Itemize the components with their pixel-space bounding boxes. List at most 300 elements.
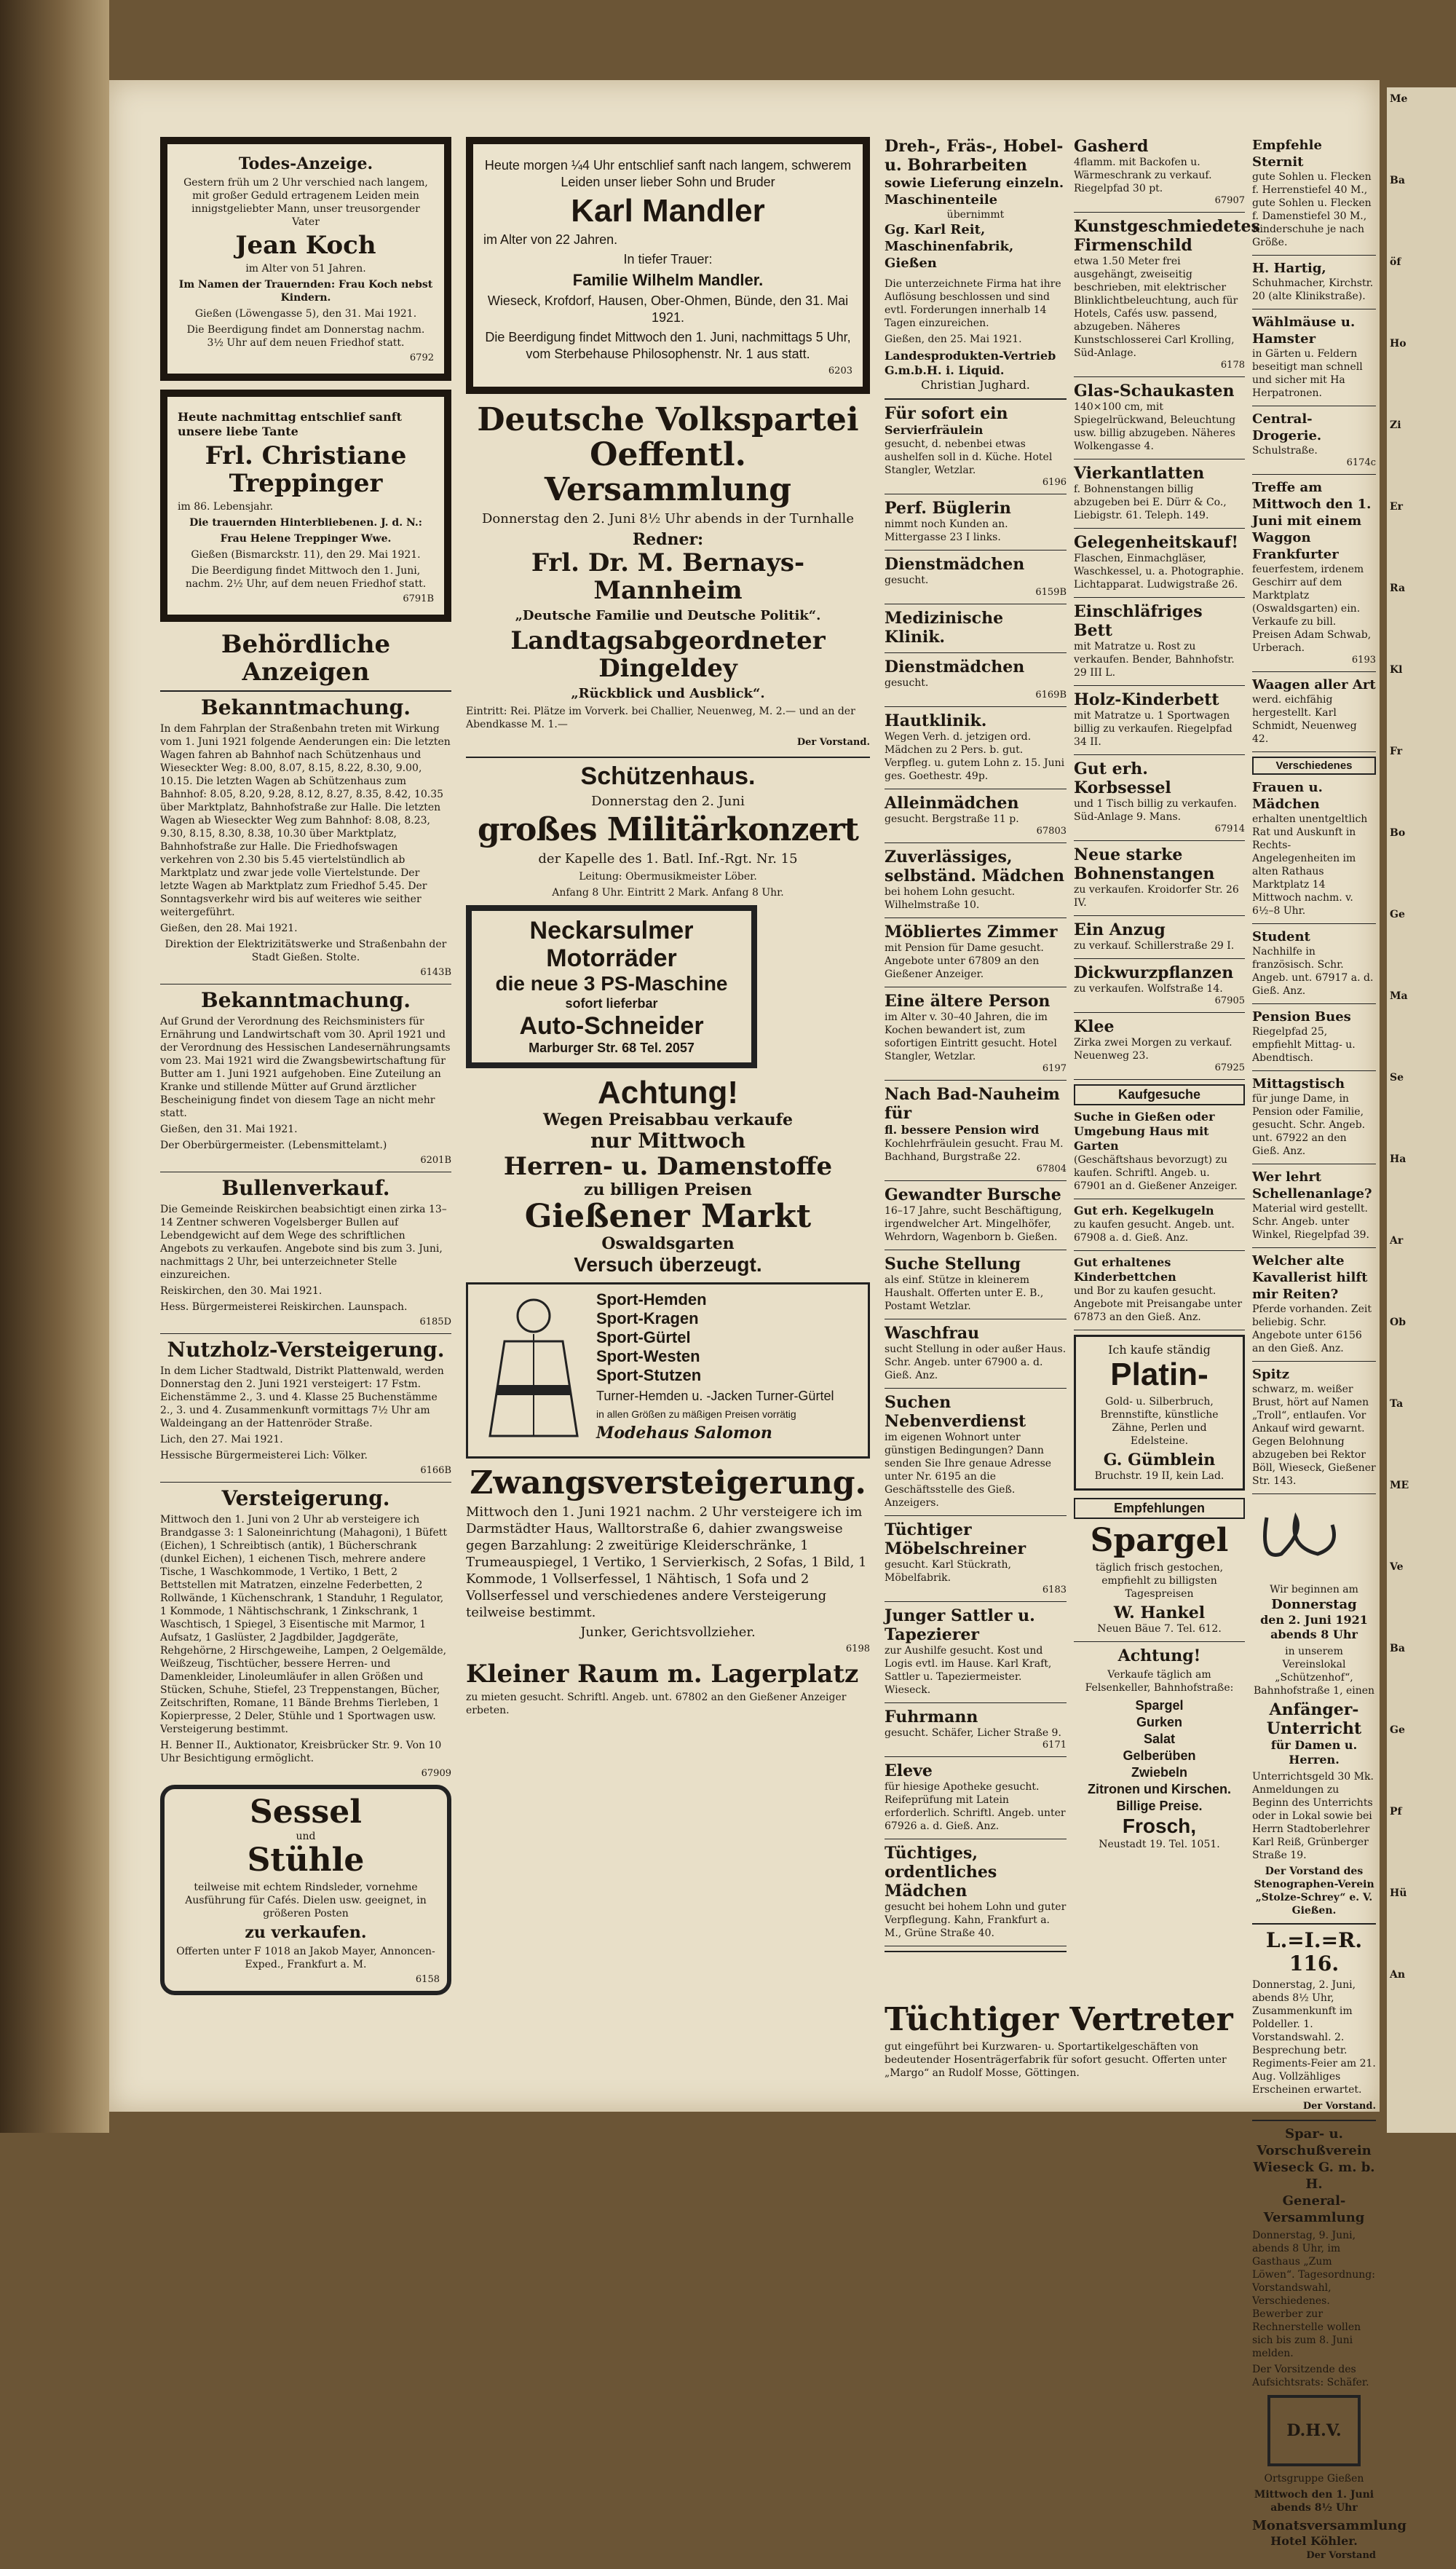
ad-headline: Ein Anzug — [1074, 920, 1166, 939]
ad-headline: Medizinische Klinik. — [885, 609, 1004, 647]
notice-title: Bekanntmachung. — [201, 988, 411, 1012]
ad-text: teilweise mit echtem Rindsleder, vornehme Ausführung für Cafés. Dielen usw. geeignet, in größeren Posten — [185, 1882, 427, 1919]
divider — [466, 757, 870, 758]
ad-text: Donnerstag, 9. Juni, abends 8 Uhr, im Gasthaus „Zum Löwen“. Tagesordnung: Vorstandswahl, Verschiedenes. Bewerber zur Rechnerstelle wollen sich bis zum 8. Juni melden. — [1252, 2230, 1375, 2359]
ad-text: (Geschäftshaus bevorzugt) zu kaufen. Schriftl. Angeb. u. 67901 an d. Gießener Anzeiger. — [1074, 1154, 1238, 1192]
notice-forced-auction — [466, 1466, 870, 1654]
ad-text: nimmt noch Kunden an. Mittergasse 23 I links. — [885, 518, 1008, 543]
ad-text: 16–17 Jahre, sucht Beschäftigung, irgendwelcher Art. Mingelhöfer, Wehrdorn, Wagenborn b. Gießen. — [885, 1205, 1062, 1243]
availability: sofort lieferbar — [565, 996, 658, 1011]
notice-text: Die unterzeichnete Firma hat ihre Auflösung beschlossen und sind evtl. Forderungen innerhalb 14 Tagen einzureichen. — [885, 278, 1061, 329]
ad-headline: Wer lehrt Schellenanlage? — [1252, 1169, 1372, 1201]
ad-nsu-motorcycles — [466, 905, 757, 1068]
ad-headline: Fuhrmann — [885, 1708, 978, 1727]
classified-ad — [1252, 260, 1376, 303]
divider — [1074, 528, 1245, 529]
facing-page-line: Ba — [1390, 175, 1405, 186]
ad-asparagus — [1074, 1523, 1245, 1635]
death-notice-mandler — [466, 137, 870, 394]
signature: Der Vorstand — [1306, 2550, 1376, 2561]
divider — [885, 1601, 1067, 1602]
facing-page-line: Ha — [1390, 1153, 1406, 1165]
ad-number: 6197 — [1042, 1063, 1067, 1074]
divider — [1252, 1923, 1376, 1925]
product: Motorräder — [546, 944, 677, 972]
ad-headline: Mittagstisch — [1252, 1076, 1345, 1092]
classified-ad — [885, 1324, 1067, 1382]
classified-ad — [1074, 1110, 1245, 1193]
market: Gießener Markt — [524, 1198, 812, 1235]
divider — [1074, 840, 1245, 841]
notice-liquidation — [885, 277, 1067, 392]
divider — [1074, 685, 1245, 686]
ad-text: Schuhmacher, Kirchstr. 20 (alte Klinikstraße). — [1252, 277, 1374, 302]
ad-headline: Suche in Gießen oder Umgebung Haus mit Garten — [1074, 1110, 1215, 1153]
facing-page-line: Kl — [1390, 664, 1403, 676]
ad-dhv — [1252, 2395, 1407, 2563]
ad-number: 6203 — [828, 366, 852, 376]
classified-ad — [885, 1761, 1067, 1833]
ad-text: gesucht. Schäfer, Licher Straße 9. — [885, 1727, 1061, 1739]
column-4 — [1074, 137, 1260, 1857]
classified-ad — [885, 1185, 1067, 1244]
ad-number: 6178 — [1220, 360, 1245, 371]
ad-sport-shirts — [466, 1282, 870, 1459]
firm-name: Gg. Karl Reit, Maschinenfabrik, Gießen — [885, 222, 1014, 271]
course-title: Anfänger-Unterricht — [1266, 1700, 1362, 1738]
course-day: Donnerstag — [1271, 1597, 1357, 1612]
classified-ad — [1252, 137, 1376, 249]
seller-address: Neustadt 19. Tel. 1051. — [1099, 1839, 1220, 1850]
ad-headline: Holz-Kinderbett — [1074, 690, 1219, 709]
ad-text: Schulstraße. — [1252, 445, 1318, 457]
classified-ad — [1074, 1204, 1245, 1244]
ad-number: 67914 — [1214, 824, 1245, 834]
ad-number: 6158 — [415, 1974, 440, 1985]
ad-headline: Gut erh. Kegelkugeln — [1074, 1204, 1214, 1218]
classified-ad — [1074, 759, 1245, 834]
ad-text: Verkaufe täglich am Felsenkeller, Bahnhofstraße: — [1085, 1669, 1234, 1694]
ad-headline: Achtung! — [597, 1075, 739, 1110]
ad-headline: Waschfrau — [885, 1324, 980, 1343]
ad-text: Zirka zwei Morgen zu verkauf. Neuenweg 23. — [1074, 1037, 1233, 1062]
divider — [885, 1180, 1067, 1181]
facing-page-line: Er — [1390, 501, 1404, 513]
classified-ad — [885, 923, 1067, 981]
ad-headline: Für sofort ein — [885, 404, 1008, 423]
divider — [160, 1482, 451, 1483]
section-purchase-requests: Kaufgesuche — [1074, 1084, 1245, 1105]
signature: Der Vorstand. — [796, 737, 870, 748]
ad-text: gut eingeführt bei Kurzwaren- u. Sportartikelgeschäften von bedeutender Hosenträgerfabrik für sofort gesucht. Offerten unter „Margo“ an Rudolf Mosse, Göttingen. — [885, 2041, 1227, 2079]
ad-machine-works — [885, 137, 1067, 272]
ad-headline: Suche Stellung — [885, 1255, 1021, 1274]
produce-item: Salat — [1143, 1732, 1176, 1746]
divider — [1074, 754, 1245, 755]
notice-text: In dem Licher Stadtwald, Distrikt Plattenwald, werden Donnerstag den 2. Juni 1921 versteigert: 17 Fstm. Eichenstämme 2., 3. und 4. Klasse 25 Buchenstämme 2., 3. und 4. Zusammenkunft vormittags 7½ Uhr am Waldeingang an der Hattenröder Straße. — [160, 1365, 444, 1429]
sport-item: Sport-Westen — [596, 1347, 700, 1365]
notice-place: Wieseck, Krofdorf, Hausen, Ober-Ohmen, Bünde, den 31. Mai 1921. — [487, 293, 849, 325]
ad-headline: Sessel — [249, 1793, 363, 1831]
firm-address: Neuen Bäue 7. Tel. 612. — [1097, 1623, 1222, 1635]
firm-name: W. Hankel — [1113, 1603, 1206, 1622]
ad-price: zu billigen Preisen — [584, 1180, 752, 1199]
sport-item: Sport-Gürtel — [596, 1328, 691, 1346]
notice-text: Auf Grund der Verordnung des Reichsministers für Ernährung und Landwirtschaft vom 30. April 1921 und der Verordnung des Hessischen Landesernährungsamts vom 23. Mai 1921 wird die Zwangsbewirtschaftung für Butter am 1. Juni 1921 aufgehoben. Eine Zuteilung an Kranke und stillende Mütter auf Grund ärztlicher Bescheinigung findet von diesem Tage an nicht mehr statt. — [160, 1016, 451, 1119]
divider — [1252, 1493, 1376, 1494]
ad-subline: Wegen Preisabbau verkaufe — [542, 1110, 794, 1129]
course-line: Wir beginnen am — [1270, 1584, 1358, 1595]
concert-title: großes Militärkonzert — [478, 811, 858, 848]
ad-headline: Neue starke Bohnenstangen — [1074, 845, 1215, 883]
classified-ad — [1252, 779, 1376, 918]
ad-number: 67905 — [1214, 995, 1245, 1006]
ad-intro: Ich kaufe ständig — [1108, 1343, 1211, 1357]
ad-text: Riegelpfad 25, empfiehlt Mittag- u. Abendtisch. — [1252, 1026, 1356, 1064]
classified-ad — [885, 1393, 1067, 1510]
classified-ad — [1252, 1366, 1376, 1488]
divider — [885, 1388, 1067, 1389]
ad-text: zu kaufen gesucht. Angeb. unt. 67908 a. d. Gieß. Anz. — [1074, 1219, 1235, 1244]
ad-headline-2: Stühle — [247, 1842, 365, 1879]
notice-auction — [160, 1487, 451, 1779]
ad-number: 6791B — [403, 593, 434, 604]
ad-headline: Alleinmädchen — [885, 794, 1019, 813]
classified-ad — [1074, 1017, 1245, 1073]
ad-text: für junge Dame, in Pension oder Familie, gesucht. Schr. Angeb. unt. 67922 an den Gieß. Anz. — [1252, 1093, 1366, 1157]
ad-headline: Pension Bues — [1252, 1009, 1351, 1025]
newspaper-page — [109, 80, 1407, 2561]
notice-signature: H. Benner II., Auktionator, Kreisbrücker Str. 9. Von 10 Uhr Besichtigung ermöglicht. — [160, 1740, 442, 1764]
ad-subline: sowie Lieferung einzeln. Maschinenteile — [885, 175, 1064, 208]
facing-page-line: Ma — [1390, 990, 1408, 1002]
deceased-name: Karl Mandler — [571, 193, 765, 229]
ad-headline: Glas-Schaukasten — [1074, 382, 1235, 400]
ad-text: gesucht bei hohem Lohn und guter Verpflegung. Kahn, Frankfurt a. M., Grüne Straße 40. — [885, 1901, 1067, 1939]
classified-ad — [1074, 845, 1245, 909]
ad-headline: Waagen aller Art — [1252, 677, 1376, 692]
ad-text: sucht Stellung in oder außer Haus. Schr. Angeb. unter 67900 a. d. Gieß. Anz. — [885, 1343, 1067, 1381]
ad-headline: L.=I.=R. 116. — [1265, 1928, 1363, 1976]
ad-headline: Frauen u. Mädchen — [1252, 780, 1323, 812]
ad-text: feuerfestem, irdenem Geschirr auf dem Marktplatz (Oswaldsgarten) ein. Verkaufe zu bill. Preisen Adam Schwab, Urberach. — [1252, 564, 1372, 654]
notice-title: Zwangsversteigerung. — [470, 1464, 866, 1501]
classified-ad — [1252, 479, 1376, 666]
deceased-name: Jean Koch — [235, 231, 376, 260]
classified-ad — [885, 1844, 1067, 1940]
notice-timber-auction — [160, 1338, 451, 1476]
facing-page-line: Se — [1390, 1072, 1404, 1084]
sale-list — [1074, 137, 1260, 1080]
mourners: Im Namen der Trauernden: Frau Koch nebst Kindern. — [178, 279, 433, 304]
meeting-title: Oeffentl. Versammlung — [544, 436, 792, 508]
ad-headline: Eine ältere Person — [885, 992, 1051, 1011]
notice-text: Heute morgen ¼4 Uhr entschlief sanft nach langem, schwerem Leiden unser lieber Sohn und Bruder — [484, 158, 852, 189]
facing-page-text — [1387, 87, 1456, 2056]
ad-text: Flaschen, Einmachgläser, Waschkessel, u. a. Photographie. Lichtapparat. Ludwigstraße 26. — [1074, 553, 1244, 591]
column-2 — [466, 137, 870, 1723]
ad-number: 6159B — [1035, 587, 1067, 598]
notice-signature: Hess. Bürgermeisterei Reiskirchen. Launspach. — [160, 1301, 408, 1313]
column-3 — [885, 137, 1067, 1957]
course-signature: Der Vorstand des Stenographen-Verein „Stolze-Schrey“ e. V. Gießen. — [1254, 1866, 1374, 1917]
ad-text: Pferde vorhanden. Zeit beliebig. Schr. Angebote unter 6156 an den Gieß. Anz. — [1252, 1303, 1372, 1354]
ad-product: Herren- u. Damenstoffe — [503, 1152, 833, 1181]
facing-page-line: öf — [1390, 256, 1401, 268]
notice-signature: Junker, Gerichtsvollzieher. — [580, 1625, 756, 1640]
facing-page-edge — [1387, 87, 1456, 2133]
ad-text: erhalten unentgeltlich Rat und Auskunft in Rechts-Angelegenheiten im alten Rathaus Marktplatz 14 Mittwoch nachm. v. 6½–8 Uhr. — [1252, 813, 1368, 917]
conductor: Leitung: Obermusikmeister Löber. — [579, 871, 757, 883]
deceased-name: Frl. Christiane Treppinger — [205, 441, 407, 498]
ad-headline: Gewandter Bursche — [885, 1185, 1061, 1204]
ad-headline: Tüchtiger Möbelschreiner — [885, 1520, 1026, 1558]
ad-headline: Einschläfriges Bett — [1074, 602, 1203, 640]
ad-headline: Gelegenheitskauf! — [1074, 533, 1239, 552]
ad-number: 6196 — [1042, 477, 1067, 488]
produce-item: Gelberüben — [1123, 1748, 1196, 1763]
classified-ad — [1252, 1169, 1376, 1242]
notice-title: Bullenverkauf. — [221, 1176, 390, 1200]
course-time: abends 8 Uhr — [1270, 1627, 1358, 1641]
ad-headline: Spitz — [1252, 1367, 1289, 1382]
ad-headline: Dreh-, Fräs-, Hobel- u. Bohrarbeiten — [885, 137, 1064, 175]
produce-item: Gurken — [1136, 1715, 1183, 1729]
ad-text: zu verkaufen. Wolfstraße 14. — [1074, 983, 1223, 995]
family-name: Familie Wilhelm Mandler. — [572, 271, 764, 289]
notice-text: Gestern früh um 2 Uhr verschied nach langem, mit großer Geduld ertragenem Leiden mein innigstgeliebter Mann, unser treusorgender Vater — [183, 177, 428, 228]
ad-sub: übernimmt — [946, 209, 1005, 221]
ad-regiment-meeting — [1252, 1929, 1376, 2114]
ad-text: täglich frisch gestochen, empfiehlt zu billigsten Tagespreisen — [1095, 1562, 1224, 1600]
signature: Der Vorsitzende des Aufsichtsrats: Schäfer. — [1252, 2364, 1369, 2388]
notice-title: Versteigerung. — [221, 1486, 390, 1510]
notice-intro: Heute nachmittag entschlief sanft unsere liebe Tante — [178, 410, 403, 438]
ad-headline: Dienstmädchen — [885, 658, 1025, 676]
ad-number: 6183 — [1042, 1585, 1067, 1595]
course-audience: für Damen u. Herren. — [1270, 1738, 1358, 1767]
facing-page-line: Ge — [1390, 1724, 1405, 1736]
misc-ads — [1252, 137, 1376, 752]
classified-ad — [885, 404, 1067, 488]
ad-headline: Eleve — [885, 1761, 933, 1780]
ad-headline: Spargel — [1090, 1522, 1229, 1559]
classified-ad — [885, 1085, 1067, 1175]
notice-signature: Der Oberbürgermeister. (Lebensmittelamt.) — [160, 1140, 387, 1151]
ad-savings-assembly — [1252, 2126, 1376, 2389]
ad-storage-room — [466, 1660, 870, 1717]
ad-headline: Gut erhaltenes Kinderbettchen — [1074, 1255, 1176, 1284]
divider — [885, 1702, 1067, 1703]
facing-page-line: Zi — [1390, 419, 1401, 431]
notice-place: Gießen, den 25. Mai 1921. — [885, 334, 1022, 345]
ad-text: mit Matratze u. 1 Sportwagen billig zu verkaufen. Riegelpfad 34 II. — [1074, 710, 1233, 748]
notice-place: Gießen (Bismarckstr. 11), den 29. Mai 1921. — [191, 549, 421, 561]
ad-number: 6169B — [1035, 690, 1067, 701]
facing-page-line: Ba — [1390, 1643, 1405, 1654]
notice-signature: Direktion der Elektrizitätswerke und Straßenbahn der Stadt Gießen. Stolte. — [165, 939, 447, 963]
entry-info: Eintritt: Rei. Plätze im Vorverk. bei Challier, Neuenweg, M. 2.— und an der Abendkasse M. 1.— — [466, 706, 855, 730]
ad-text: werd. eichfähig hergestellt. Karl Schmidt, Neuenweg 42. — [1252, 694, 1357, 745]
classified-ad — [1074, 1255, 1245, 1324]
facing-page-line: Bo — [1390, 827, 1406, 839]
facing-page-line: Me — [1390, 93, 1408, 105]
ad-headline: Dickwurzpflanzen — [1074, 963, 1234, 982]
ad-cta: zu verkaufen. — [245, 1923, 367, 1942]
concert-date: Donnerstag den 2. Juni — [591, 794, 745, 809]
divider — [1074, 1641, 1245, 1642]
divider — [1252, 1003, 1376, 1004]
ad-headline: Platin- — [1110, 1357, 1208, 1392]
purchase-list — [1074, 1110, 1245, 1330]
facing-page-line: Hü — [1390, 1887, 1407, 1899]
ad-subline: fl. bessere Pension wird — [885, 1123, 1040, 1137]
seller-name: Frosch, — [1122, 1815, 1197, 1837]
sport-item: Sport-Stutzen — [596, 1366, 702, 1384]
ad-number: 6201B — [420, 1155, 451, 1166]
ad-headline: Tüchtiger Vertreter — [885, 2001, 1233, 2038]
classified-ad — [885, 658, 1067, 701]
classified-ad — [1074, 382, 1245, 453]
ad-headline: Möbliertes Zimmer — [885, 923, 1058, 942]
classified-ad — [885, 711, 1067, 783]
mourners: In tiefer Trauer: — [623, 252, 713, 267]
notice-bull-sale — [160, 1177, 451, 1327]
ad-headline: Kunstgeschmiedetes Firmenschild — [1074, 217, 1260, 255]
ad-subline: Servierfräulein — [885, 423, 984, 437]
divider — [885, 398, 1067, 400]
divider — [1252, 1070, 1376, 1071]
sport-note: in allen Größen zu mäßigen Preisen vorrätig — [596, 1408, 796, 1420]
ad-dvp-meeting — [466, 403, 870, 751]
market-place: Oswaldsgarten — [601, 1234, 735, 1253]
classified-ad — [1074, 963, 1245, 1006]
deceased-age: im Alter von 22 Jahren. — [483, 232, 618, 247]
price-note: Billige Preise. — [1116, 1799, 1203, 1813]
firm-name: Landesprodukten-Vertrieb G.m.b.H. i. Liquid. — [885, 349, 1056, 377]
ad-text: etwa 1.50 Meter frei ausgehängt, zweiseitig beschrieben, mit elektrischer Blinklichtbeleuchtung, auch für Hotels, Cafés usw. passend, abzugeben. Näheres Kunstschlosserei Carl Krolling, Süd-Anlage. — [1074, 256, 1238, 359]
ad-number: 6792 — [409, 352, 434, 363]
classified-ad — [1074, 464, 1245, 522]
ad-headline: Central-Drogerie. — [1252, 411, 1322, 443]
ad-conj: und — [296, 1831, 316, 1842]
ad-headline: Welcher alte Kavallerist hilft mir Reiten? — [1252, 1253, 1368, 1302]
classified-ad — [885, 794, 1067, 837]
ad-text: Donnerstag, 2. Juni, abends 8½ Uhr, Zusammenkunft im Poldeller. 1. Vorstandswahl. 2. Besprechung betr. Regiments-Feier am 21. Aug. Vollzähliges Erscheinen erwartet. — [1252, 1979, 1376, 2096]
book-binding — [0, 0, 109, 2133]
classified-ad — [885, 555, 1067, 598]
funeral-info: Die Beerdigung findet Mittwoch den 1. Juni, nachmittags 5 Uhr, vom Sterbehause Philosophenstr. Nr. 1 aus statt. — [485, 330, 851, 361]
facing-page-line: Fr — [1390, 746, 1403, 757]
classified-ad — [885, 1708, 1067, 1751]
shirt-man-illustration-icon — [475, 1290, 592, 1451]
divider — [1074, 958, 1245, 959]
ad-number: 6171 — [1042, 1740, 1067, 1751]
ad-headline: Kleiner Raum m. Lagerplatz — [466, 1660, 859, 1689]
misc-list — [1252, 779, 1376, 1494]
ad-number: 6185D — [419, 1317, 451, 1327]
ad-text: gesucht. — [885, 575, 929, 586]
notice-place: Lich, den 27. Mai 1921. — [160, 1434, 283, 1445]
ad-text: Wegen Verh. d. jetzigen ord. Mädchen zu 2 Pers. b. gut. Verpfleg. u. gutem Lohn z. 15. Juni ges. Goethestr. 49p. — [885, 731, 1065, 782]
divider — [885, 1515, 1067, 1516]
divider — [1074, 915, 1245, 916]
shop-name: Modehaus Salomon — [596, 1424, 772, 1443]
ad-headline: Spar- u. Vorschußverein Wieseck G. m. b. H. — [1253, 2126, 1375, 2192]
divider — [1252, 1361, 1376, 1362]
divider — [1252, 923, 1376, 924]
ad-headline: Suchen Nebenverdienst — [885, 1393, 1026, 1431]
facing-page-line: Ra — [1390, 583, 1406, 594]
classified-ad — [1074, 602, 1245, 679]
notice-text: Mittwoch den 1. Juni von 2 Uhr ab versteigere ich Brandgasse 3: 1 Saloneinrichtung (Mahagoni), 1 Büfett (Eichen), 1 Schreibtisch (antik), 1 Bücherschrank (dunkel Eichen), 1 eichenen Tisch, mehrere andere Tische, 1 Waschkommode, 1 Vertiko, 1 Bett, 2 Bettstellen mit Matratzen, einzelne Federbetten, 2 Rollwände, 1 Küchenschrank, 1 Standuhr, 1 Regulator, 1 Kommode, 1 Nähtischschrank, 1 Zinkschrank, 1 Waschtisch, 1 Spiegel, 3 Eisentische mit Marmor, 1 Aufsatz, 1 Gaslüster, 2 Jagdbilder, Jagdgeräte, Rehgehörne, 2 Hirschgeweihe, Lampen, 2 Oelgemälde, Weißzeug, Tischtücher, bessere Herren- und Damenkleider, Linoleumläufer in allen Größen und Stücken, Schuhe, Stiefel, 23 Treppenstangen, Bücher, Zeitschriften, Romane, 11 Bände Brehms Tierleben, 1 Kopierpresse, 2 Deler, Stühle und 1 Sportwagen usw. Versteigerung bestimmt. — [160, 1514, 448, 1735]
produce-item: Zitronen und Kirschen. — [1087, 1782, 1231, 1796]
ad-text: 140×100 cm, mit Spiegelrückwand, Beleuchtung usw. billig abzugeben. Näheres Wolkengasse 4. — [1074, 401, 1236, 452]
divider — [885, 1951, 1067, 1952]
notice-text: Mittwoch den 1. Juni 1921 nachm. 2 Uhr versteigere ich im Darmstädter Haus, Walltorstraße 6, dahier zwangsweise gegen Barzahlung: 2 zweitürige Kleiderschränke, 1 Trumeauspiegel, 1 Vertiko, 1 Servierkisch, 2 Sofas, 1 Bild, 1 Kommode, 1 Vollserfessel, 1 Nähtisch, 1 Sofa und 2 Vollserfessel und verschiedenes andere Versteigerung teilweise bestimmt. — [466, 1504, 867, 1620]
divider — [885, 1080, 1067, 1081]
course-place: in unserem Vereinslokal „Schützenhof“, Bahnhofstraße 1, einen — [1253, 1646, 1375, 1697]
classified-ad — [1252, 676, 1376, 746]
divider — [885, 1756, 1067, 1757]
divider — [1074, 1012, 1245, 1013]
ad-headline: Gasherd — [1074, 137, 1149, 156]
produce-item: Zwiebeln — [1131, 1765, 1187, 1780]
produce-item: Spargel — [1135, 1698, 1184, 1713]
facing-page-line: Ve — [1390, 1561, 1404, 1573]
ad-number: 6198 — [845, 1643, 870, 1654]
ad-headline: Vierkantlatten — [1074, 464, 1205, 483]
ad-text: gesucht. Bergstraße 11 p. — [885, 813, 1019, 825]
ad-slogan: Versuch überzeugt. — [574, 1253, 762, 1276]
ad-text: zur Aushilfe gesucht. Kost und Logis evtl. im Hause. Karl Kraft, Sattler u. Tapeziermeister. Wieseck. — [885, 1645, 1052, 1696]
course-date: den 2. Juni 1921 — [1260, 1613, 1368, 1627]
ad-subline: General-Versammlung — [1263, 2193, 1365, 2225]
ad-text: zu mieten gesucht. Schriftl. Angeb. unt. 67802 an den Gießener Anzeiger erbeten. — [466, 1692, 847, 1716]
chapter: Ortsgruppe Gießen — [1264, 2473, 1364, 2485]
deceased-age: im 86. Lebensjahr. — [178, 501, 274, 513]
ad-number: 67907 — [1214, 195, 1245, 206]
ad-text: mit Pension für Dame gesucht. Angebote unter 67809 an den Gießener Anzeiger. — [885, 942, 1044, 980]
facing-page-line: Ho — [1390, 338, 1406, 350]
section-official-notices: Behördliche Anzeigen — [221, 630, 391, 687]
ad-text: Kochlehrfräulein gesucht. Frau M. Bachhand, Burgstraße 22. — [885, 1138, 1064, 1163]
model: die neue 3 PS-Maschine — [495, 972, 728, 995]
classified-ad — [1252, 928, 1376, 998]
classified-ad — [1074, 920, 1245, 952]
ad-text: zu verkaufen. Kroidorfer Str. 26 IV. — [1074, 884, 1239, 909]
notice-text: Die Gemeinde Reiskirchen beabsichtigt einen zirka 13–14 Zentner schweren Vogelsberger Bullen auf Lebendgewicht auf dem Wege des schriftlichen Angebots zu verkaufen. Angebote sind bis zum 3. Juni, nachmittags 2 Uhr, bei unterzeichneter Stelle einzureichen. — [160, 1204, 447, 1281]
notice-tram-schedule — [160, 696, 451, 978]
classified-ad — [885, 1520, 1067, 1595]
ad-headline: Klee — [1074, 1017, 1115, 1036]
emblem-text: D.H.V. — [1286, 2421, 1342, 2440]
ad-text: 4flamm. mit Backofen u. Wärmeschrank zu verkauf. Riegelpfad 30 pt. — [1074, 157, 1212, 194]
classified-ad — [885, 609, 1067, 647]
ad-headline: Zuverlässiges, selbständ. Mädchen — [885, 848, 1064, 885]
classified-ad — [1074, 533, 1245, 591]
ad-text: f. Bohnenstangen billig abzugeben bei E. Dürr & Co., Liebigstr. 61. Teleph. 149. — [1074, 484, 1227, 521]
ad-text: gute Sohlen u. Flecken f. Herrenstiefel 40 M., gute Sohlen u. Flecken f. Damenstiefel 30 M., Kinderschuhe je nach Größe. — [1252, 171, 1372, 248]
ad-contact: Offerten unter F 1018 an Jakob Mayer, Annoncen-Exped., Frankfurt a. M. — [176, 1946, 435, 1970]
party-name: Deutsche Volkspartei — [477, 401, 859, 438]
facing-page-line: ME — [1390, 1480, 1409, 1491]
ad-text: als einf. Stütze in kleinerem Haushalt. Offerten unter E. B., Postamt Wetzlar. — [885, 1274, 1044, 1312]
signature: Christian Jughard. — [921, 378, 1030, 392]
facing-page-line: Ar — [1390, 1235, 1404, 1247]
speaker-2-topic: „Rückblick und Ausblick“. — [571, 686, 765, 701]
ad-number: 67909 — [421, 1768, 451, 1779]
